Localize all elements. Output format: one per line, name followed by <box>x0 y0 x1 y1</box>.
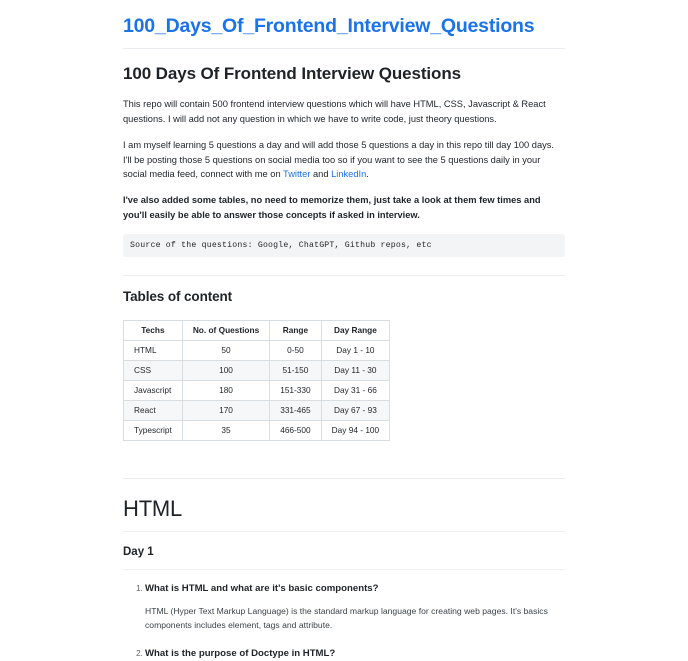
repo-title-link[interactable]: 100_Days_Of_Frontend_Interview_Questions <box>123 15 535 37</box>
intro-paragraph-2 <box>123 138 565 181</box>
table-row <box>124 420 390 440</box>
table-body <box>124 340 390 440</box>
cell-tech: Javascript <box>124 380 183 400</box>
cell-tech: Typescript <box>124 420 183 440</box>
cell-range: 466-500 <box>270 420 321 440</box>
cell-range: 0-50 <box>270 340 321 360</box>
note-paragraph: I've also added some tables, no need to memorize them, just take a look at them few times and you'll easily be able to answer those concepts if asked in interview. <box>123 195 541 220</box>
toc-heading: Tables of content <box>123 289 233 305</box>
cell-questions: 35 <box>182 420 269 440</box>
table-row <box>124 380 390 400</box>
intro-paragraph-2-text-1: I am myself learning 5 questions a day and will add those 5 questions a day in this repo till day 100 days. I'll be posting those 5 questions on social media too so if you want to see the 5 questions daily in your social media feed, connect with me on <box>123 140 555 180</box>
column-header-day-range: Day Range <box>321 320 390 340</box>
cell-questions: 100 <box>182 360 269 380</box>
table-row <box>124 360 390 380</box>
list-item <box>145 582 565 632</box>
cell-range: 331-465 <box>270 400 321 420</box>
table-of-content <box>123 320 390 441</box>
intro-paragraph-2-text-3: . <box>366 169 369 180</box>
question-list <box>123 582 565 660</box>
table-header-row <box>124 320 390 340</box>
question-text: 2. What is the purpose of Doctype in HTML? <box>145 647 336 659</box>
twitter-link[interactable]: Twitter <box>283 169 311 180</box>
cell-day-range: Day 94 - 100 <box>321 420 390 440</box>
column-header-techs: Techs <box>124 320 183 340</box>
cell-range: 151-330 <box>270 380 321 400</box>
divider-under-day-heading <box>123 569 565 570</box>
cell-day-range: Day 31 - 66 <box>321 380 390 400</box>
answer-text: HTML (Hyper Text Markup Language) is the standard markup language for creating web pages. It's basics components includes element, tags and attribute. <box>145 606 548 631</box>
divider-under-title <box>123 48 565 49</box>
cell-questions: 50 <box>182 340 269 360</box>
cell-range: 51-150 <box>270 360 321 380</box>
table-row <box>124 400 390 420</box>
page-title: 100 Days Of Frontend Interview Questions <box>123 64 461 84</box>
intro-paragraph-2-text-2: and <box>310 169 332 180</box>
list-item <box>145 647 565 661</box>
column-header-no-of-questions: No. of Questions <box>182 320 269 340</box>
question-text: 1. What is HTML and what are it's basic components? <box>145 583 379 595</box>
source-code-block: Source of the questions: Google, ChatGPT, Github repos, etc <box>123 234 565 257</box>
day-heading: Day 1 <box>123 546 154 559</box>
column-header-range: Range <box>270 320 321 340</box>
table-row <box>124 340 390 360</box>
cell-questions: 170 <box>182 400 269 420</box>
section-heading-html: HTML <box>123 495 183 521</box>
cell-tech: HTML <box>124 340 183 360</box>
cell-day-range: Day 1 - 10 <box>321 340 390 360</box>
linkedin-link[interactable]: LinkedIn <box>331 169 367 180</box>
intro-paragraph-1: This repo will contain 500 frontend interview questions which will have HTML, CSS, Javascript & React questions. I will add not any question in which we have to write code, just theory questions. <box>123 99 546 124</box>
cell-day-range: Day 67 - 93 <box>321 400 390 420</box>
cell-questions: 180 <box>182 380 269 400</box>
table-head <box>124 320 390 340</box>
cell-day-range: Day 11 - 30 <box>321 360 390 380</box>
cell-tech: React <box>124 400 183 420</box>
cell-tech: CSS <box>124 360 183 380</box>
